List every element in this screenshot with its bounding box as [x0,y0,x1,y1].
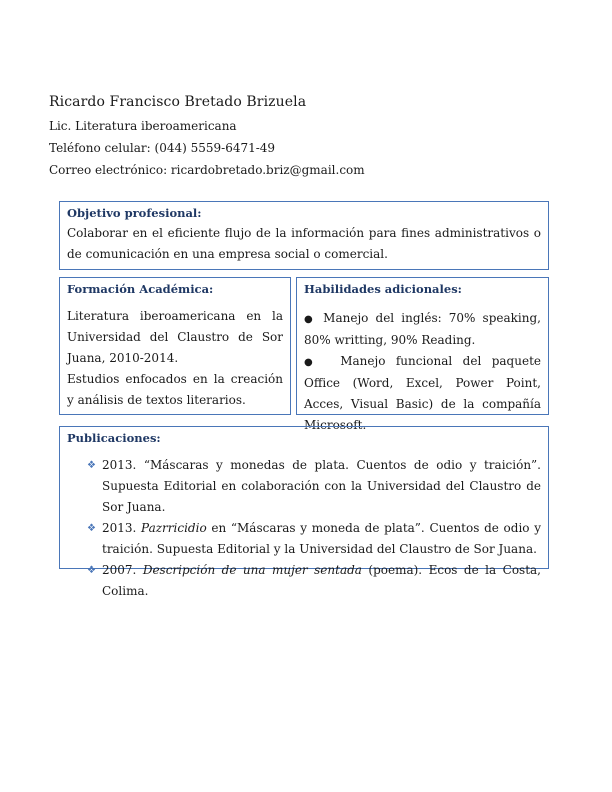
degree: Lic. Literatura iberoamericana [49,119,237,133]
publication-item: ❖ 2013. “Máscaras y monedas de plata. Cuentos de odio y traición”. Supuesta Editorial en colaboración con la Universidad del Claustro de Sor Juana. [87,455,541,518]
education-title: Formación Académica: [67,282,214,296]
contact-header [49,94,365,185]
publication-item: ❖ 2007. Descripción de una mujer sentada (poema). Ecos de la Costa, Colima. [87,560,541,602]
skills-title: Habilidades adicionales: [304,282,462,296]
publications-title: Publicaciones: [67,431,161,445]
diamond-bullet-icon: ❖ [87,460,96,471]
candidate-name: Ricardo Francisco Bretado Brizuela [49,94,307,110]
diamond-bullet-icon: ❖ [87,523,96,534]
objective-text: Colaborar en el eficiente flujo de la información para fines administrativos o de comunicación en una empresa social o comercial. [67,226,541,261]
objective-section [59,201,549,270]
objective-title: Objetivo profesional: [67,206,202,220]
education-section [59,277,291,415]
diamond-bullet-icon: ❖ [87,565,96,576]
publications-section [59,426,549,598]
education-degree: Literatura iberoamericana en la Universidad del Claustro de Sor Juana, 2010-2014. [67,309,283,365]
bullet-icon: ● [304,357,320,368]
phone: Teléfono celular: (044) 5559-6471-49 [49,141,276,155]
skill-item: ● Manejo funcional del paquete Office (Word, Excel, Power Point, Acces, Visual Basic) de la compañía Microsoft. [304,354,541,432]
skills-section [296,277,549,432]
publication-item: ❖ 2013. Pazrricidio en “Máscaras y moneda de plata”. Cuentos de odio y traición. Supuesta Editorial y la Universidad del Claustro de Sor Juana. [87,518,541,560]
email: Correo electrónico: ricardobretado.briz@gmail.com [49,163,365,177]
education-focus: Estudios enfocados en la creación y análisis de textos literarios. [67,372,283,407]
bullet-icon: ● [304,314,317,325]
skill-item: ● Manejo del inglés: 70% speaking, 80% writting, 90% Reading. [304,311,541,347]
